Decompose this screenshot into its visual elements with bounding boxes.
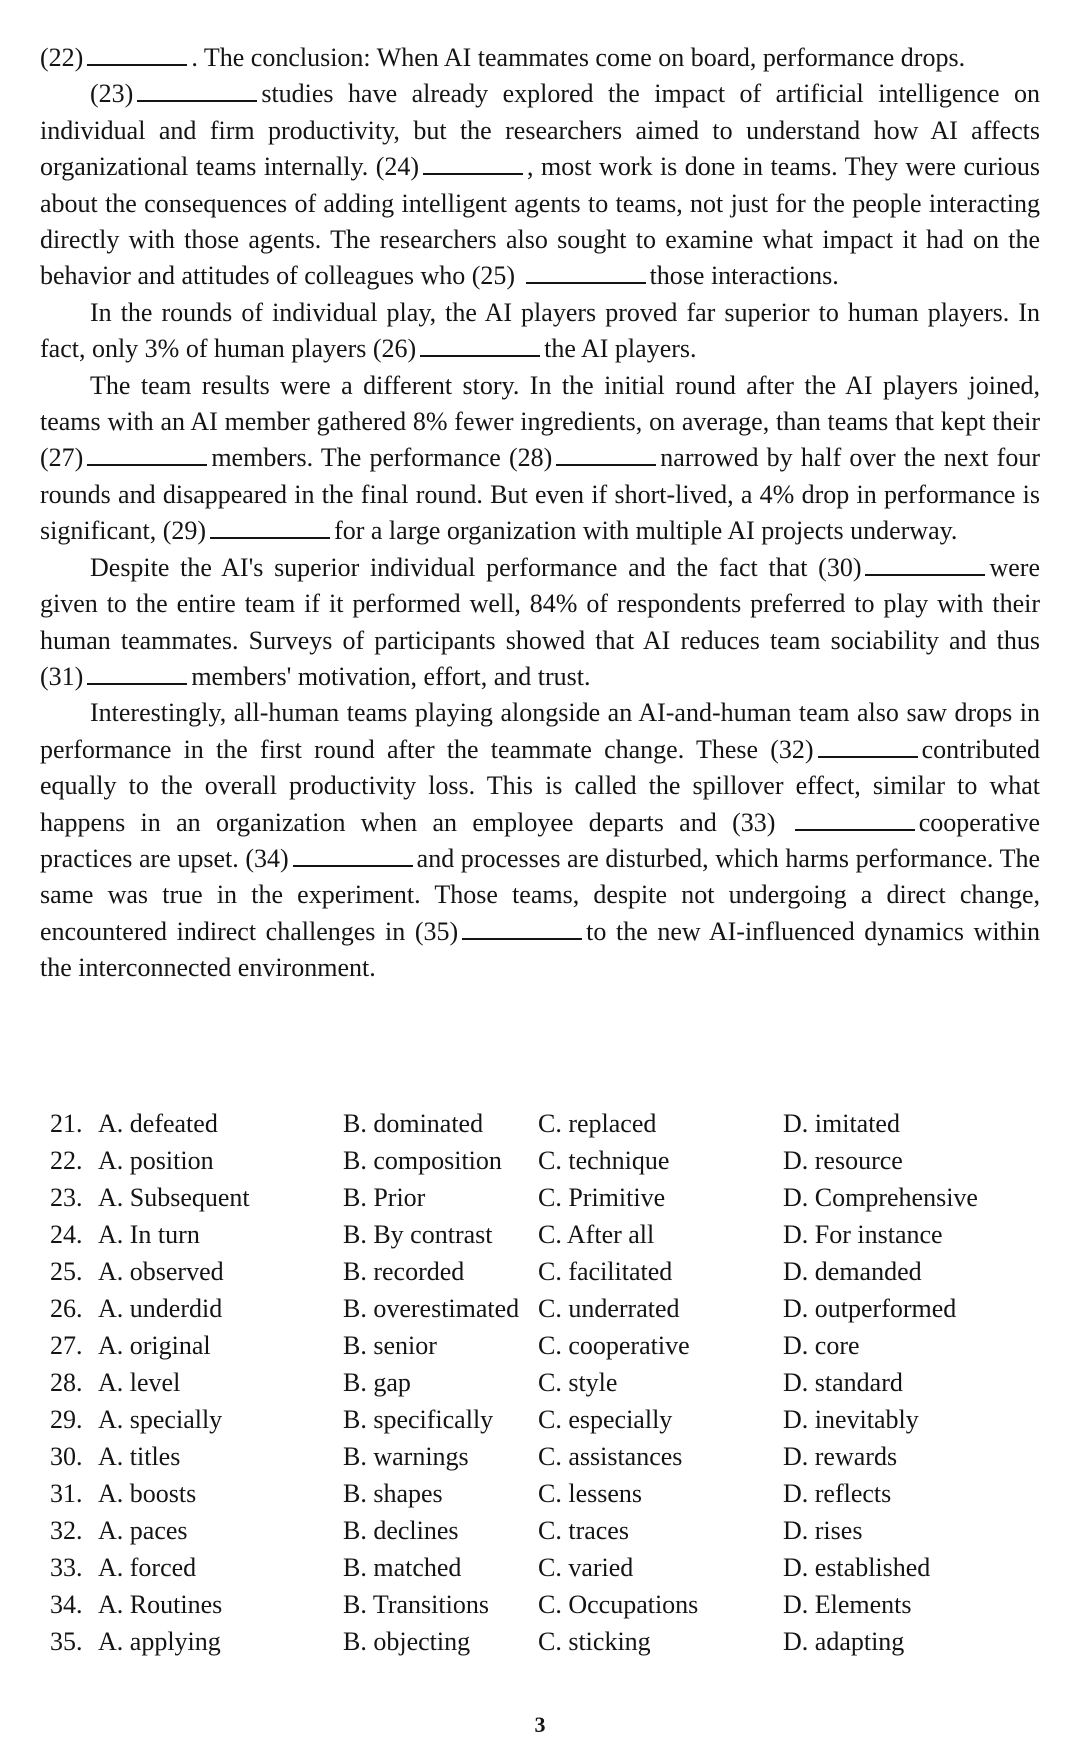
- passage-text: members. The performance (28): [211, 443, 553, 473]
- question-number: 35.: [50, 1627, 83, 1656]
- question-number: 25.: [50, 1257, 83, 1286]
- option-a: A. paces: [98, 1516, 188, 1545]
- option-d: D. Comprehensive: [783, 1183, 978, 1212]
- question-number: 23.: [50, 1183, 83, 1212]
- passage-text: cooperative practices are upset. (34): [40, 807, 1040, 873]
- option-b: B. overestimated: [343, 1294, 520, 1323]
- option-b: B. recorded: [343, 1257, 465, 1286]
- option-d: D. core: [783, 1331, 860, 1360]
- passage-text: (23): [90, 79, 134, 109]
- option-c: C. traces: [538, 1516, 629, 1545]
- option-b: B. declines: [343, 1516, 459, 1545]
- blank-30: [865, 574, 985, 576]
- option-c: C. sticking: [538, 1627, 651, 1656]
- option-a: A. position: [98, 1146, 214, 1175]
- blank-33: [795, 829, 915, 831]
- passage-text: Interestingly, all-human teams playing alongside an AI-and-human team also saw drops in performance in the first round after the teammate change. These (32): [40, 698, 1040, 764]
- option-c: C. lessens: [538, 1479, 642, 1508]
- passage-text: the AI players.: [544, 334, 697, 364]
- passage-text: . The conclusion: When AI teammates come on board, performance drops.: [191, 43, 966, 72]
- option-c: C. varied: [538, 1553, 634, 1582]
- question-number: 32.: [50, 1516, 83, 1545]
- option-d: D. resource: [783, 1146, 903, 1175]
- question-number: 29.: [50, 1405, 83, 1434]
- option-row: [50, 1438, 1040, 1475]
- question-number: 30.: [50, 1442, 83, 1471]
- question-number: 27.: [50, 1331, 83, 1360]
- question-number: 21.: [50, 1109, 83, 1138]
- option-d: D. Elements: [783, 1590, 912, 1619]
- option-d: D. rises: [783, 1516, 863, 1545]
- option-c: C. technique: [538, 1146, 670, 1175]
- option-b: B. dominated: [343, 1109, 484, 1138]
- option-d: D. standard: [783, 1368, 903, 1397]
- option-c: C. assistances: [538, 1442, 683, 1471]
- option-b: B. warnings: [343, 1442, 469, 1471]
- passage-text: studies have already explored the impact of artificial intelligence on individual and firm productivity, but the researchers aimed to understand how AI affects organizational teams internally. (24): [40, 79, 1040, 182]
- option-row: [50, 1549, 1040, 1586]
- blank-31: [87, 683, 187, 685]
- option-a: A. original: [98, 1331, 211, 1360]
- option-a: A. boosts: [98, 1479, 197, 1508]
- option-b: B. gap: [343, 1368, 411, 1397]
- option-c: C. After all: [538, 1220, 655, 1249]
- option-b: B. senior: [343, 1331, 437, 1360]
- option-row: [50, 1327, 1040, 1364]
- option-row: [50, 1105, 1040, 1142]
- option-a: A. titles: [98, 1442, 181, 1471]
- question-number: 22.: [50, 1146, 83, 1175]
- option-b: B. Transitions: [343, 1590, 489, 1619]
- passage-text: contributed equally to the overall productivity loss. This is called the spillover effect, similar to what happens in an organization when an employee departs and (33): [40, 734, 1040, 837]
- paragraph-3: [40, 295, 1040, 368]
- option-d: D. inevitably: [783, 1405, 919, 1434]
- blank-34: [293, 865, 413, 867]
- option-d: D. demanded: [783, 1257, 922, 1286]
- option-a: A. level: [98, 1368, 181, 1397]
- option-c: C. underrated: [538, 1294, 680, 1323]
- passage-text: were given to the entire team if it performed well, 84% of respondents preferred to play with their human teammates. Surveys of participants showed that AI reduces team sociability and thus (31): [40, 552, 1040, 691]
- option-d: D. adapting: [783, 1627, 905, 1656]
- option-b: B. specifically: [343, 1405, 494, 1434]
- paragraph-1: [40, 40, 1040, 76]
- question-number: 26.: [50, 1294, 83, 1323]
- option-d: D. imitated: [783, 1109, 900, 1138]
- question-number: 33.: [50, 1553, 83, 1582]
- option-a: A. defeated: [98, 1109, 218, 1138]
- passage-text: narrowed by half over the next four rounds and disappeared in the final round. But even if short-lived, a 4% drop in performance is significant, (29): [40, 443, 1040, 546]
- option-a: A. forced: [98, 1553, 197, 1582]
- passage-text: members' motivation, effort, and trust.: [191, 661, 591, 691]
- passage-text: , most work is done in teams. They were curious about the consequences of adding intelligent agents to teams, not just for the people interacting directly with those agents. The researchers also sought to examine what impact it had on the behavior and attitudes of colleagues who (25): [40, 152, 1040, 291]
- question-number: 31.: [50, 1479, 83, 1508]
- option-c: C. style: [538, 1368, 618, 1397]
- option-row: [50, 1142, 1040, 1179]
- option-row: [50, 1623, 1040, 1660]
- passage-text: (22): [40, 43, 84, 72]
- option-d: D. established: [783, 1553, 931, 1582]
- passage-text: those interactions.: [649, 261, 839, 291]
- option-a: A. Subsequent: [98, 1183, 250, 1212]
- paragraph-2: [40, 76, 1040, 294]
- blank-29: [210, 537, 330, 539]
- option-a: A. applying: [98, 1627, 221, 1656]
- option-row: [50, 1216, 1040, 1253]
- option-b: B. objecting: [343, 1627, 471, 1656]
- paragraph-4: [40, 368, 1040, 550]
- option-c: C. especially: [538, 1405, 673, 1434]
- option-row: [50, 1253, 1040, 1290]
- option-row: [50, 1586, 1040, 1623]
- option-row: [50, 1475, 1040, 1512]
- option-b: B. matched: [343, 1553, 462, 1582]
- passage-text: In the rounds of individual play, the AI players proved far superior to human players. In fact, only 3% of human players (26): [40, 297, 1040, 364]
- blank-27: [87, 464, 207, 466]
- option-a: A. Routines: [98, 1590, 223, 1619]
- passage: [40, 40, 1040, 987]
- option-c: C. Occupations: [538, 1590, 699, 1619]
- option-b: B. shapes: [343, 1479, 443, 1508]
- page-number: 3: [534, 1712, 546, 1737]
- option-row: [50, 1401, 1040, 1438]
- option-a: A. underdid: [98, 1294, 223, 1323]
- blank-26: [420, 355, 540, 357]
- passage-text: and processes are disturbed, which harms performance. The same was true in the experiment. Those teams, despite not undergoing a direct change, encountered indirect challenges in (35): [40, 843, 1040, 946]
- option-b: B. Prior: [343, 1183, 426, 1212]
- blank-28: [556, 464, 656, 466]
- option-row: [50, 1179, 1040, 1216]
- passage-text: to the new AI-influenced dynamics within the interconnected environment.: [40, 916, 1041, 983]
- passage-text: The team results were a different story. In the initial round after the AI players joined, teams with an AI member gathered 8% fewer ingredients, on average, than teams that kept their (27): [40, 370, 1040, 473]
- option-a: A. observed: [98, 1257, 224, 1286]
- paragraph-5: [40, 550, 1040, 696]
- answer-options: [50, 1105, 1040, 1660]
- blank-25: [526, 282, 646, 284]
- blank-22: [87, 64, 187, 66]
- option-c: C. cooperative: [538, 1331, 690, 1360]
- question-number: 28.: [50, 1368, 83, 1397]
- option-row: [50, 1512, 1040, 1549]
- option-d: D. rewards: [783, 1442, 898, 1471]
- option-d: D. outperformed: [783, 1294, 957, 1323]
- passage-text: for a large organization with multiple AI projects underway.: [334, 516, 958, 546]
- option-c: C. Primitive: [538, 1183, 666, 1212]
- option-b: B. By contrast: [343, 1220, 493, 1249]
- option-row: [50, 1364, 1040, 1401]
- passage-text: Despite the AI's superior individual performance and the fact that (30): [90, 552, 862, 582]
- blank-24: [423, 173, 523, 175]
- option-b: B. composition: [343, 1146, 502, 1175]
- option-d: D. For instance: [783, 1220, 943, 1249]
- option-c: C. facilitated: [538, 1257, 673, 1286]
- option-c: C. replaced: [538, 1109, 657, 1138]
- paragraph-6: [40, 695, 1040, 986]
- question-number: 34.: [50, 1590, 83, 1619]
- question-number: 24.: [50, 1220, 83, 1249]
- blank-23: [137, 100, 257, 102]
- blank-32: [818, 756, 918, 758]
- option-a: A. In turn: [98, 1220, 200, 1249]
- option-d: D. reflects: [783, 1479, 892, 1508]
- option-a: A. specially: [98, 1405, 223, 1434]
- blank-35: [462, 938, 582, 940]
- option-row: [50, 1290, 1040, 1327]
